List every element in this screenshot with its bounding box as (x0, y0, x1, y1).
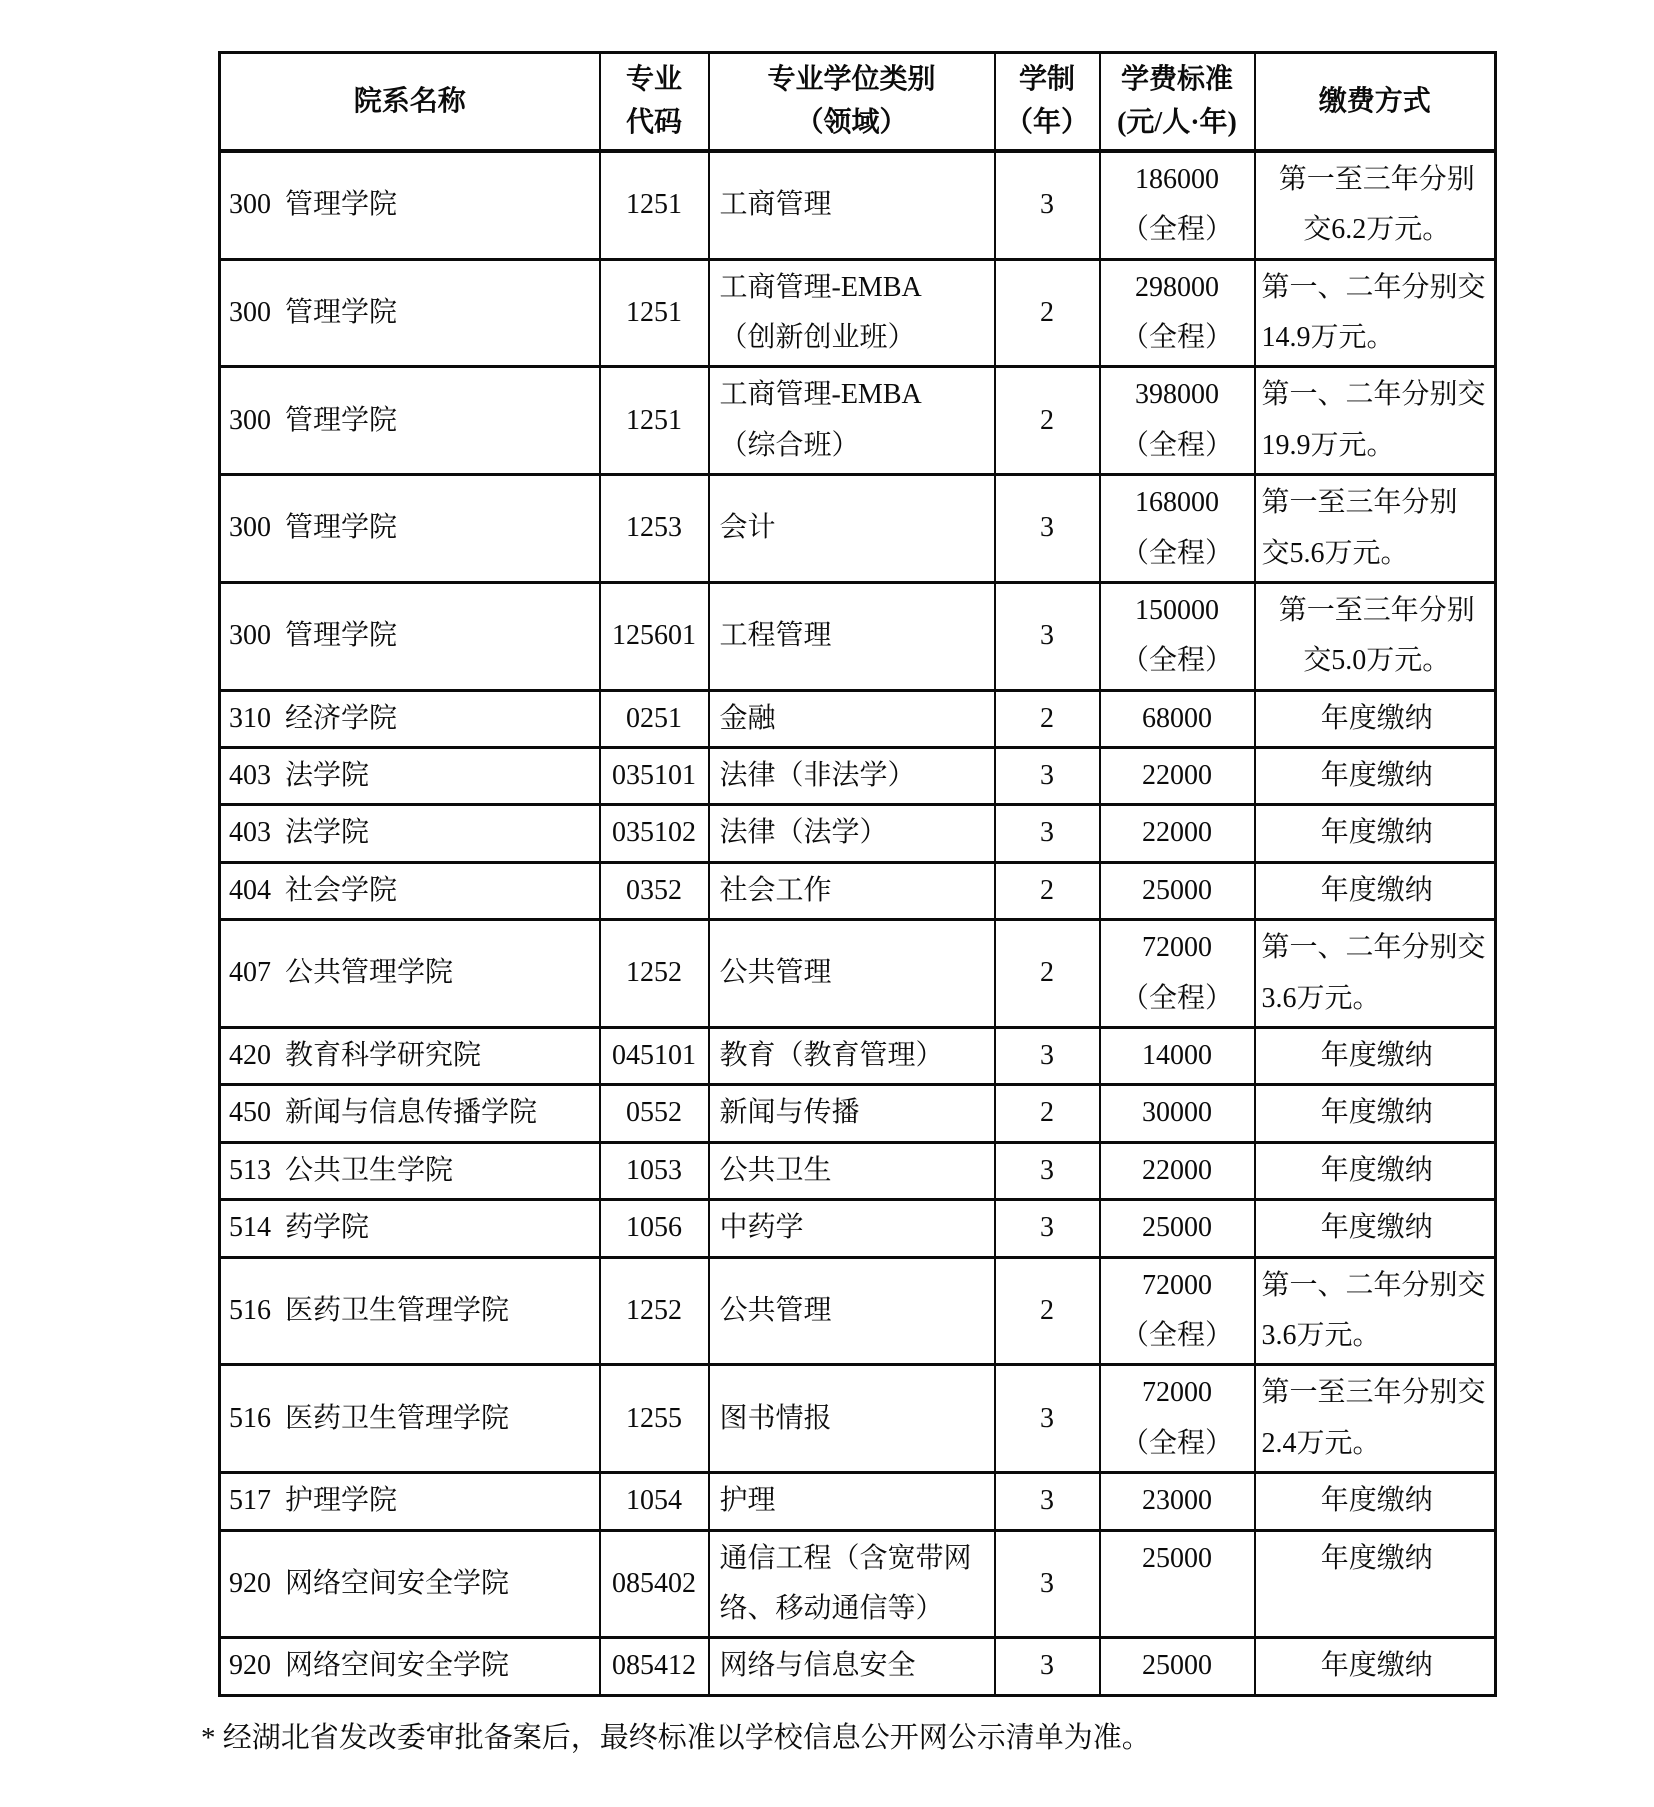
table-row (220, 259, 1496, 367)
cell-department: 300 管理学院 (220, 475, 600, 583)
cell-major-code: 0352 (600, 862, 709, 919)
cell-department: 450 新闻与信息传播学院 (220, 1085, 600, 1142)
cell-duration: 3 (995, 582, 1100, 690)
cell-degree-category: 金融 (709, 690, 995, 747)
table-row (220, 862, 1496, 919)
cell-payment: 年度缴纳 (1255, 1638, 1496, 1695)
cell-tuition: 14000 (1100, 1028, 1255, 1085)
cell-payment: 第一、二年分别交 3.6万元。 (1255, 920, 1496, 1028)
cell-degree-category: 会计 (709, 475, 995, 583)
cell-department: 516 医药卫生管理学院 (220, 1365, 600, 1473)
cell-department: 920 网络空间安全学院 (220, 1530, 600, 1638)
cell-duration: 2 (995, 862, 1100, 919)
table-row (220, 582, 1496, 690)
table-row (220, 1257, 1496, 1365)
table-row (220, 1638, 1496, 1695)
cell-tuition: 22000 (1100, 805, 1255, 862)
cell-payment: 年度缴纳 (1255, 690, 1496, 747)
cell-tuition: 68000 (1100, 690, 1255, 747)
cell-payment: 第一至三年分别交 2.4万元。 (1255, 1365, 1496, 1473)
cell-degree-category: 公共卫生 (709, 1142, 995, 1199)
cell-tuition: 22000 (1100, 1142, 1255, 1199)
cell-degree-category: 社会工作 (709, 862, 995, 919)
cell-department: 517 护理学院 (220, 1473, 600, 1530)
col-header-payment-method (1255, 53, 1496, 151)
cell-department: 300 管理学院 (220, 259, 600, 367)
header-label: 学制 (1018, 64, 1075, 95)
cell-duration: 2 (995, 920, 1100, 1028)
cell-degree-category: 网络与信息安全 (709, 1638, 995, 1695)
header-label: 院系名称 (353, 85, 466, 117)
cell-department: 516 医药卫生管理学院 (220, 1257, 600, 1365)
cell-major-code: 0552 (600, 1085, 709, 1142)
cell-major-code: 1054 (600, 1473, 709, 1530)
cell-degree-category: 工商管理-EMBA （创新创业班） (709, 259, 995, 367)
cell-payment: 第一、二年分别交 19.9万元。 (1255, 367, 1496, 475)
cell-tuition: 25000 (1100, 862, 1255, 919)
cell-department: 300 管理学院 (220, 367, 600, 475)
cell-major-code: 1251 (600, 151, 709, 259)
cell-duration: 3 (995, 805, 1100, 862)
cell-degree-category: 工商管理 (709, 151, 995, 259)
footnote: * 经湖北省发改委审批备案后，最终标准以学校信息公开网公示清单为准。 (201, 1722, 1151, 1754)
cell-major-code: 0251 (600, 690, 709, 747)
cell-major-code: 1251 (600, 259, 709, 367)
cell-major-code: 035102 (600, 805, 709, 862)
header-label: 代码 (625, 107, 682, 139)
cell-degree-category: 教育（教育管理） (709, 1028, 995, 1085)
cell-department: 420 教育科学研究院 (220, 1028, 600, 1085)
cell-tuition: 25000 (1100, 1638, 1255, 1695)
table-row (220, 1200, 1496, 1257)
cell-duration: 3 (995, 1530, 1100, 1638)
table-row (220, 1085, 1496, 1142)
cell-major-code: 085402 (600, 1530, 709, 1638)
cell-major-code: 1251 (600, 367, 709, 475)
cell-major-code: 1255 (600, 1365, 709, 1473)
cell-degree-category: 工商管理-EMBA （综合班） (709, 367, 995, 475)
cell-degree-category: 新闻与传播 (709, 1085, 995, 1142)
cell-payment: 年度缴纳 (1255, 805, 1496, 862)
cell-degree-category: 通信工程（含宽带网 络、移动通信等） (709, 1530, 995, 1638)
table-row (220, 920, 1496, 1028)
col-header-tuition (1100, 53, 1255, 151)
cell-degree-category: 护理 (709, 1473, 995, 1530)
cell-department: 920 网络空间安全学院 (220, 1638, 600, 1695)
table-row (220, 1473, 1496, 1530)
cell-tuition: 398000 （全程） (1100, 367, 1255, 475)
cell-department: 407 公共管理学院 (220, 920, 600, 1028)
cell-department: 403 法学院 (220, 748, 600, 805)
cell-payment: 年度缴纳 (1255, 1028, 1496, 1085)
cell-duration: 3 (995, 1473, 1100, 1530)
cell-tuition: 298000 （全程） (1100, 259, 1255, 367)
cell-tuition: 72000 （全程） (1100, 920, 1255, 1028)
table-row (220, 1028, 1496, 1085)
cell-tuition: 25000 (1100, 1200, 1255, 1257)
cell-payment: 第一、二年分别交 3.6万元。 (1255, 1257, 1496, 1365)
table-row (220, 1365, 1496, 1473)
cell-payment: 年度缴纳 (1255, 862, 1496, 919)
cell-department: 403 法学院 (220, 805, 600, 862)
table-row (220, 748, 1496, 805)
cell-payment: 年度缴纳 (1255, 1085, 1496, 1142)
cell-duration: 3 (995, 1142, 1100, 1199)
cell-duration: 3 (995, 1028, 1100, 1085)
col-header-duration (995, 53, 1100, 151)
cell-major-code: 1056 (600, 1200, 709, 1257)
cell-major-code: 125601 (600, 582, 709, 690)
cell-tuition: 150000 （全程） (1100, 582, 1255, 690)
header-label: 专业学位类别 (767, 64, 936, 95)
table-row (220, 1530, 1496, 1638)
cell-degree-category: 公共管理 (709, 1257, 995, 1365)
header-label: 专业 (625, 64, 682, 95)
cell-department: 404 社会学院 (220, 862, 600, 919)
cell-major-code: 085412 (600, 1638, 709, 1695)
cell-duration: 3 (995, 151, 1100, 259)
cell-department: 513 公共卫生学院 (220, 1142, 600, 1199)
cell-degree-category: 公共管理 (709, 920, 995, 1028)
cell-payment: 第一、二年分别交 14.9万元。 (1255, 259, 1496, 367)
table-row (220, 1142, 1496, 1199)
cell-payment: 年度缴纳 (1255, 1473, 1496, 1530)
table-row (220, 151, 1496, 259)
header-label: 缴费方式 (1318, 85, 1431, 117)
cell-duration: 2 (995, 367, 1100, 475)
cell-tuition: 186000 （全程） (1100, 151, 1255, 259)
cell-duration: 3 (995, 1638, 1100, 1695)
cell-duration: 2 (995, 690, 1100, 747)
tuition-fee-table (218, 51, 1497, 1697)
cell-duration: 2 (995, 1085, 1100, 1142)
cell-payment: 年度缴纳 (1255, 1530, 1496, 1638)
cell-major-code: 045101 (600, 1028, 709, 1085)
table-row (220, 367, 1496, 475)
cell-payment: 年度缴纳 (1255, 1142, 1496, 1199)
cell-payment: 第一至三年分别 交5.0万元。 (1255, 582, 1496, 690)
cell-department: 310 经济学院 (220, 690, 600, 747)
cell-department: 300 管理学院 (220, 151, 600, 259)
col-header-major-code (600, 53, 709, 151)
cell-duration: 3 (995, 748, 1100, 805)
cell-payment: 年度缴纳 (1255, 1200, 1496, 1257)
col-header-degree-category (709, 53, 995, 151)
cell-degree-category: 法律（非法学） (709, 748, 995, 805)
cell-duration: 2 (995, 1257, 1100, 1365)
cell-duration: 3 (995, 475, 1100, 583)
cell-payment: 第一至三年分别 交6.2万元。 (1255, 151, 1496, 259)
cell-major-code: 1252 (600, 920, 709, 1028)
cell-tuition: 23000 (1100, 1473, 1255, 1530)
cell-tuition: 25000 (1100, 1530, 1255, 1638)
cell-major-code: 035101 (600, 748, 709, 805)
cell-payment: 年度缴纳 (1255, 748, 1496, 805)
cell-degree-category: 法律（法学） (709, 805, 995, 862)
cell-tuition: 72000 （全程） (1100, 1365, 1255, 1473)
cell-department: 300 管理学院 (220, 582, 600, 690)
cell-degree-category: 图书情报 (709, 1365, 995, 1473)
cell-degree-category: 中药学 (709, 1200, 995, 1257)
table-row (220, 475, 1496, 583)
cell-tuition: 72000 （全程） (1100, 1257, 1255, 1365)
table-row (220, 805, 1496, 862)
cell-tuition: 30000 (1100, 1085, 1255, 1142)
cell-major-code: 1053 (600, 1142, 709, 1199)
cell-duration: 3 (995, 1365, 1100, 1473)
cell-tuition: 168000 （全程） (1100, 475, 1255, 583)
cell-tuition: 22000 (1100, 748, 1255, 805)
cell-department: 514 药学院 (220, 1200, 600, 1257)
cell-duration: 2 (995, 259, 1100, 367)
header-label: (元/人·年) (1117, 107, 1237, 139)
cell-payment: 第一至三年分别 交5.6万元。 (1255, 475, 1496, 583)
header-label: 学费标准 (1120, 64, 1233, 95)
table-header-row (220, 53, 1496, 151)
cell-major-code: 1253 (600, 475, 709, 583)
cell-duration: 3 (995, 1200, 1100, 1257)
header-label: （年） (1004, 107, 1089, 139)
cell-major-code: 1252 (600, 1257, 709, 1365)
cell-degree-category: 工程管理 (709, 582, 995, 690)
header-label: （领域） (795, 107, 908, 139)
col-header-department (220, 53, 600, 151)
table-row (220, 690, 1496, 747)
